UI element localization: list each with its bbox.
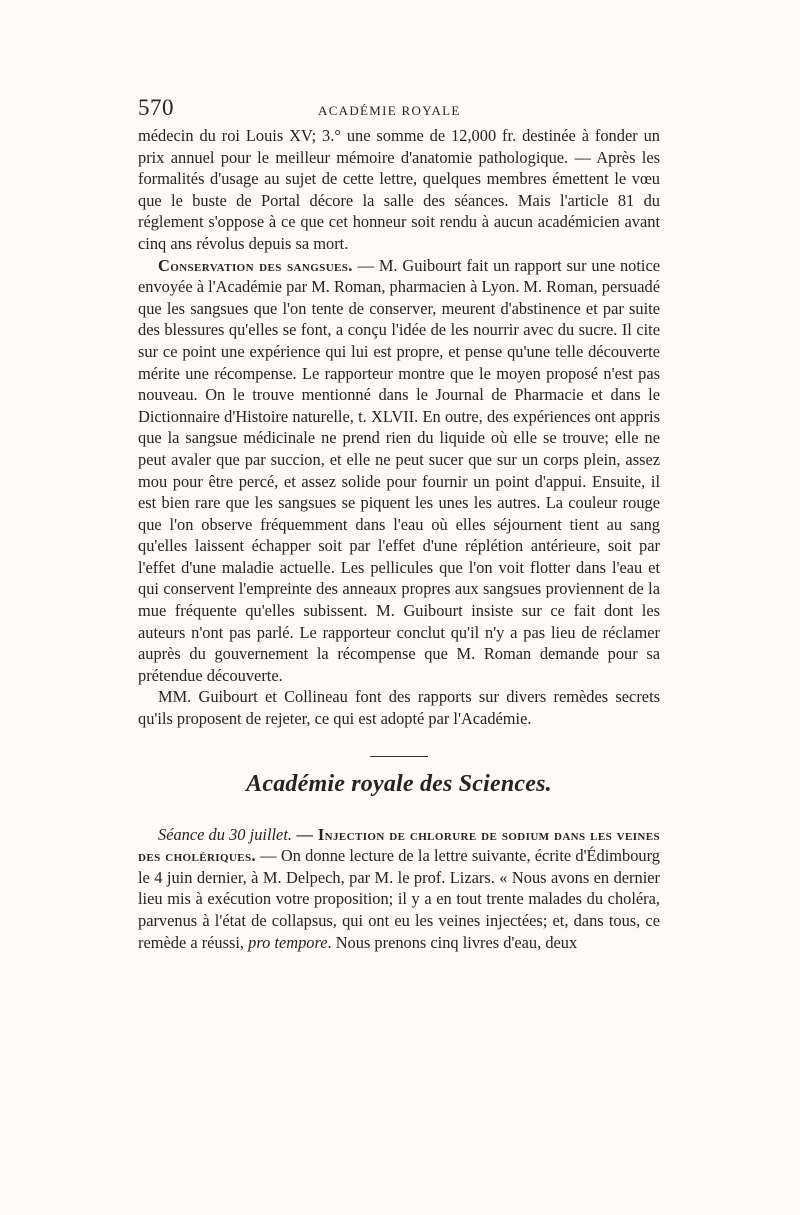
- page-number: 570: [138, 95, 174, 120]
- paragraph-text: médecin du roi Louis XV; 3.° une somme de 12,000 fr. destinée à fonder un prix annuel pour le meilleur mémoire d'anatomie pathologique. — Après les formalités d'usage au sujet de cette lettre, quelques membres émettent le vœu que le buste de Portal décore la salle des séances. Mais l'article 81 du réglement s'oppose à ce que cet honneur soit rendu à aucun académicien avant cinq ans révolus depuis sa mort.: [138, 126, 660, 253]
- paragraph-portal-bequest: [138, 125, 660, 255]
- section-divider: [370, 756, 428, 757]
- meeting-date: Séance du 30 juillet.: [158, 824, 292, 844]
- page-header: [138, 95, 660, 125]
- paragraph-heading: — Injection de chlorure de sodium dans les veines des cholériques.: [138, 824, 660, 866]
- book-page: [138, 95, 660, 953]
- paragraph-text-end: . Nous prenons cinq livres d'eau, deux: [327, 932, 578, 952]
- paragraph-heading: Conservation des sangsues.: [158, 255, 353, 275]
- paragraph-text: MM. Guibourt et Collineau font des rapports sur divers remèdes secrets qu'ils proposent de rejeter, ce qui est adopté par l'Académie.: [138, 687, 660, 729]
- running-head: ACADÉMIE ROYALE: [318, 103, 461, 118]
- paragraph-sodium-injection: [138, 824, 660, 954]
- paragraph-text: — On donne lecture de la lettre suivante, écrite d'Édimbourg le 4 juin dernier, à M. Delpech, par M. le prof. Lizars. « Nous avons en dernier lieu mis à exécution votre proposition; il y a en tout trente malades du choléra, parvenus à l'état de collapsus, qui ont eu les veines injectées; et, dans tous, ce remède a réussi,: [138, 846, 660, 952]
- latin-phrase: pro tempore: [248, 932, 328, 952]
- paragraph-text: — M. Guibourt fait un rapport sur une notice envoyée à l'Académie par M. Roman, pharmacien à Lyon. M. Roman, persuadé que les sangsues que l'on tente de conserver, meurent d'abstinence et par suite des blessures qu'elles se font, a conçu l'idée de les nourrir avec du sucre. Il cite sur ce point une expérience qui lui est propre, et pense qu'une telle découverte mérite une récompense. Le rapporteur montre que le moyen proposé n'est pas nouveau. On le trouve mentionné dans le Journal de Pharmacie et dans le Dictionnaire d'Histoire naturelle, t. XLVII. En outre, des expériences ont appris que la sangsue médicinale ne prend rien du liquide où elle se trouve; elle ne peut avaler que par succion, et elle ne peut sucer que sur un corps plein, assez mou pour être percé, et assez solide pour fournir un point d'appui. Ensuite, il est bien rare que les sangsues se piquent les unes les autres. La couleur rouge que l'on observe fréquemment dans l'eau où elles séjournent tient au sang qu'elles laissent échapper soit par l'effet d'une réplétion antérieure, soit par l'effet d'une maladie actuelle. Les pellicules que l'on voit flotter dans l'eau et qui conservent l'empreinte des anneaux propres aux sangsues proviennent de la mue fréquente qu'elles subissent. M. Guibourt insiste sur ce fait dont les auteurs n'ont pas parlé. Le rapporteur conclut qu'il n'y a pas lieu de réclamer auprès du gouvernement la récompense que M. Roman demande pour sa prétendue découverte.: [138, 255, 660, 685]
- paragraph-leeches: [138, 255, 660, 687]
- paragraph-secret-remedies: [138, 686, 660, 729]
- section-title: Académie royale des Sciences.: [246, 770, 552, 797]
